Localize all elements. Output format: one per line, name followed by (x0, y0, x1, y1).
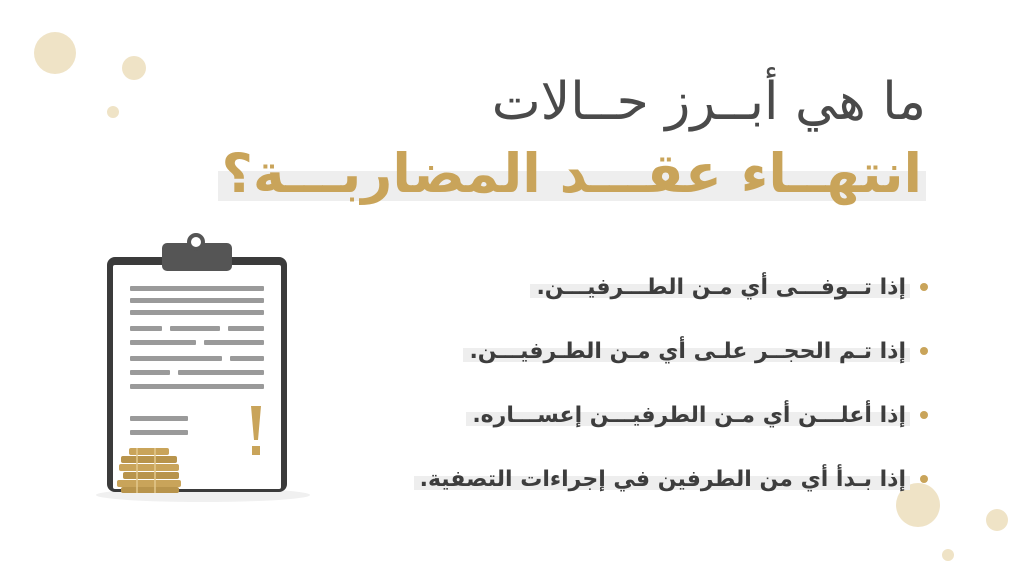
paper-line (130, 384, 264, 389)
paper-line (130, 370, 170, 375)
page-subtitle: انتهــاء عقـــد المضاربـــة؟ (221, 142, 922, 205)
paper-line (130, 430, 188, 435)
decor-dot (942, 549, 954, 561)
decor-dot (34, 32, 76, 74)
paper-line (230, 356, 264, 361)
clipboard-ring (187, 233, 205, 251)
list-item-wrap (469, 339, 906, 364)
paper-line (130, 298, 264, 303)
list-item (368, 383, 928, 447)
page-title: ما هي أبــرز حــالات (491, 72, 926, 132)
coins-icon (115, 446, 185, 494)
list-item (368, 447, 928, 511)
paper-line (130, 286, 264, 291)
paper-line (204, 340, 264, 345)
list-item-wrap (420, 467, 906, 492)
exclamation-icon (244, 404, 268, 458)
list-item (368, 319, 928, 383)
bullet-icon (920, 475, 928, 483)
paper-line (228, 326, 264, 331)
paper-line (130, 356, 222, 361)
page-subtitle-wrap (218, 143, 926, 205)
bullet-icon (920, 411, 928, 419)
list-item-text: إذا تـم الحجــر علـى أي مـن الطـرفيـــن. (469, 338, 906, 364)
paper-line (178, 370, 264, 375)
title-block (86, 70, 926, 205)
list-item (368, 255, 928, 319)
list-item-wrap (472, 403, 906, 428)
paper-line (130, 416, 188, 421)
list-item-text: إذا بـدأ أي من الطرفين في إجراءات التصفية. (419, 466, 906, 492)
list-item-wrap (536, 275, 906, 300)
bullet-icon (920, 347, 928, 355)
paper-line (130, 326, 162, 331)
list-item-text: إذا أعلـــن أي مـن الطرفيـــن إعســـاره. (472, 402, 906, 428)
cases-list (368, 255, 928, 511)
paper-line (130, 310, 264, 315)
bullet-icon (920, 283, 928, 291)
paper-line (130, 340, 196, 345)
list-item-text: إذا تــوفـــى أي مـن الطـــرفيـــن. (536, 274, 906, 300)
paper-line (170, 326, 220, 331)
decor-dot (986, 509, 1008, 531)
